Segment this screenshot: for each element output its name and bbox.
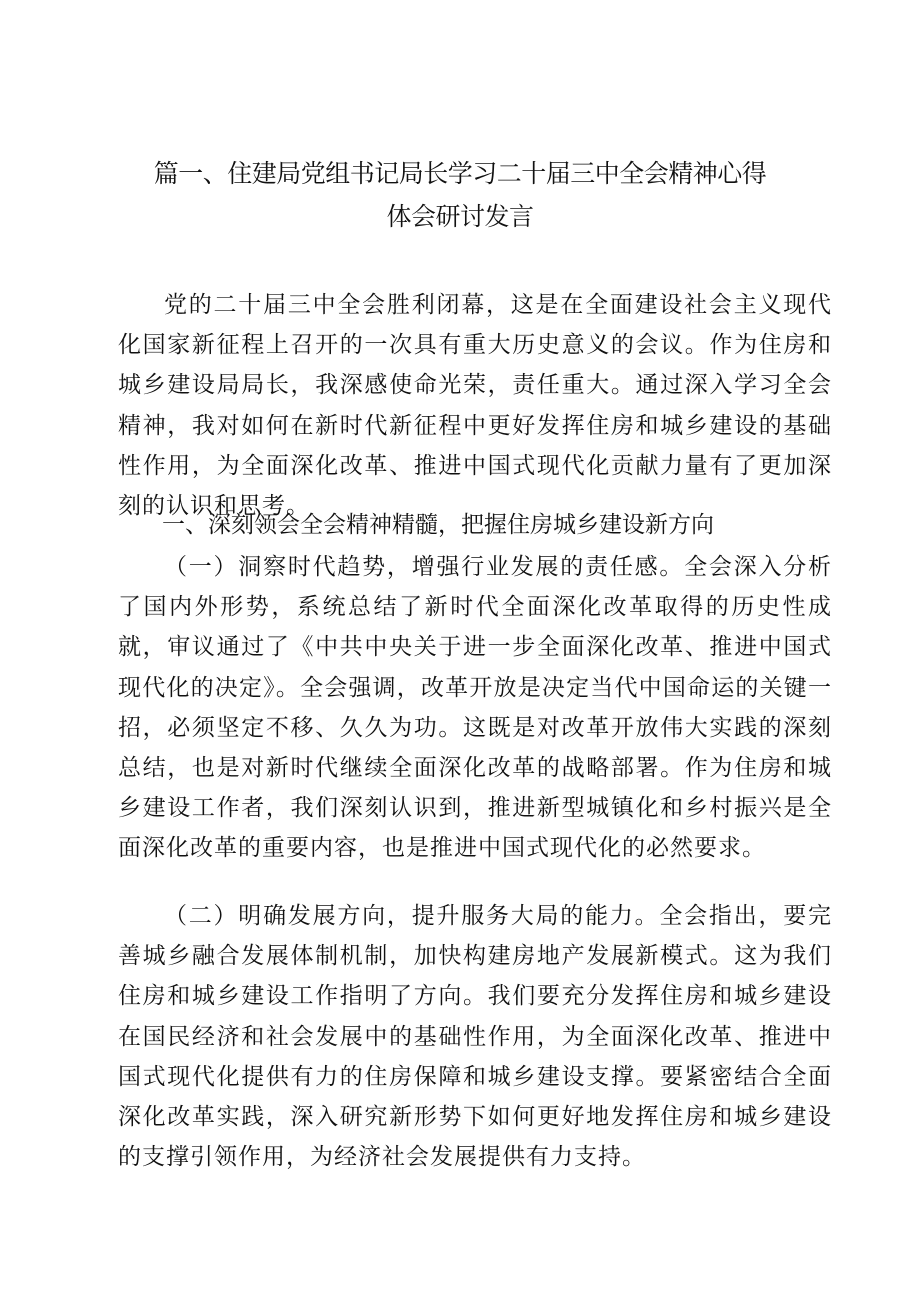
intro-paragraph: 党的二十届三中全会胜利闭幕，这是在全面建设社会主义现代化国家新征程上召开的一次具有重大历史意义的会议。作为住房和城乡建设局局长，我深感使命光荣，责任重大。通过深入学习全会精神，我对如何在新时代新征程中更好发挥住房和城乡建设的基础性作用，为全面深化改革、推进中国式现代化贡献力量有了更加深刻的认识和思考。 [118, 292, 832, 520]
document-title-line-1: 篇一、住建局党组书记局长学习二十届三中全会精神心得 [153, 159, 767, 188]
section-1-paragraph-1: （一）洞察时代趋势，增强行业发展的责任感。全会深入分析了国内外形势，系统总结了新时代全面深化改革取得的历史性成就，审议通过了《中共中央关于进一步全面深化改革、推进中国式现代化的决定》。全会强调，改革开放是决定当代中国命运的关键一招，必须坚定不移、久久为功。这既是对改革开放伟大实践的深刻总结，也是对新时代继续全面深化改革的战略部署。作为住房和城乡建设工作者，我们深刻认识到，推进新型城镇化和乡村振兴是全面深化改革的重要内容，也是推进中国式现代化的必然要求。 [118, 554, 832, 862]
section-1-paragraph-2: （二）明确发展方向，提升服务大局的能力。全会指出，要完善城乡融合发展体制机制，加快构建房地产发展新模式。这为我们住房和城乡建设工作指明了方向。我们要充分发挥住房和城乡建设在国民经济和社会发展中的基础性作用，为全面深化改革、推进中国式现代化提供有力的住房保障和城乡建设支撑。要紧密结合全面深化改革实践，深入研究新形势下如何更好地发挥住房和城乡建设的支撑引领作用，为经济社会发展提供有力支持。 [118, 903, 832, 1171]
document-title-line-2: 体会研讨发言 [386, 202, 534, 231]
section-heading-1: 一、深刻领会全会精神精髓，把握住房城乡建设新方向 [162, 512, 714, 538]
